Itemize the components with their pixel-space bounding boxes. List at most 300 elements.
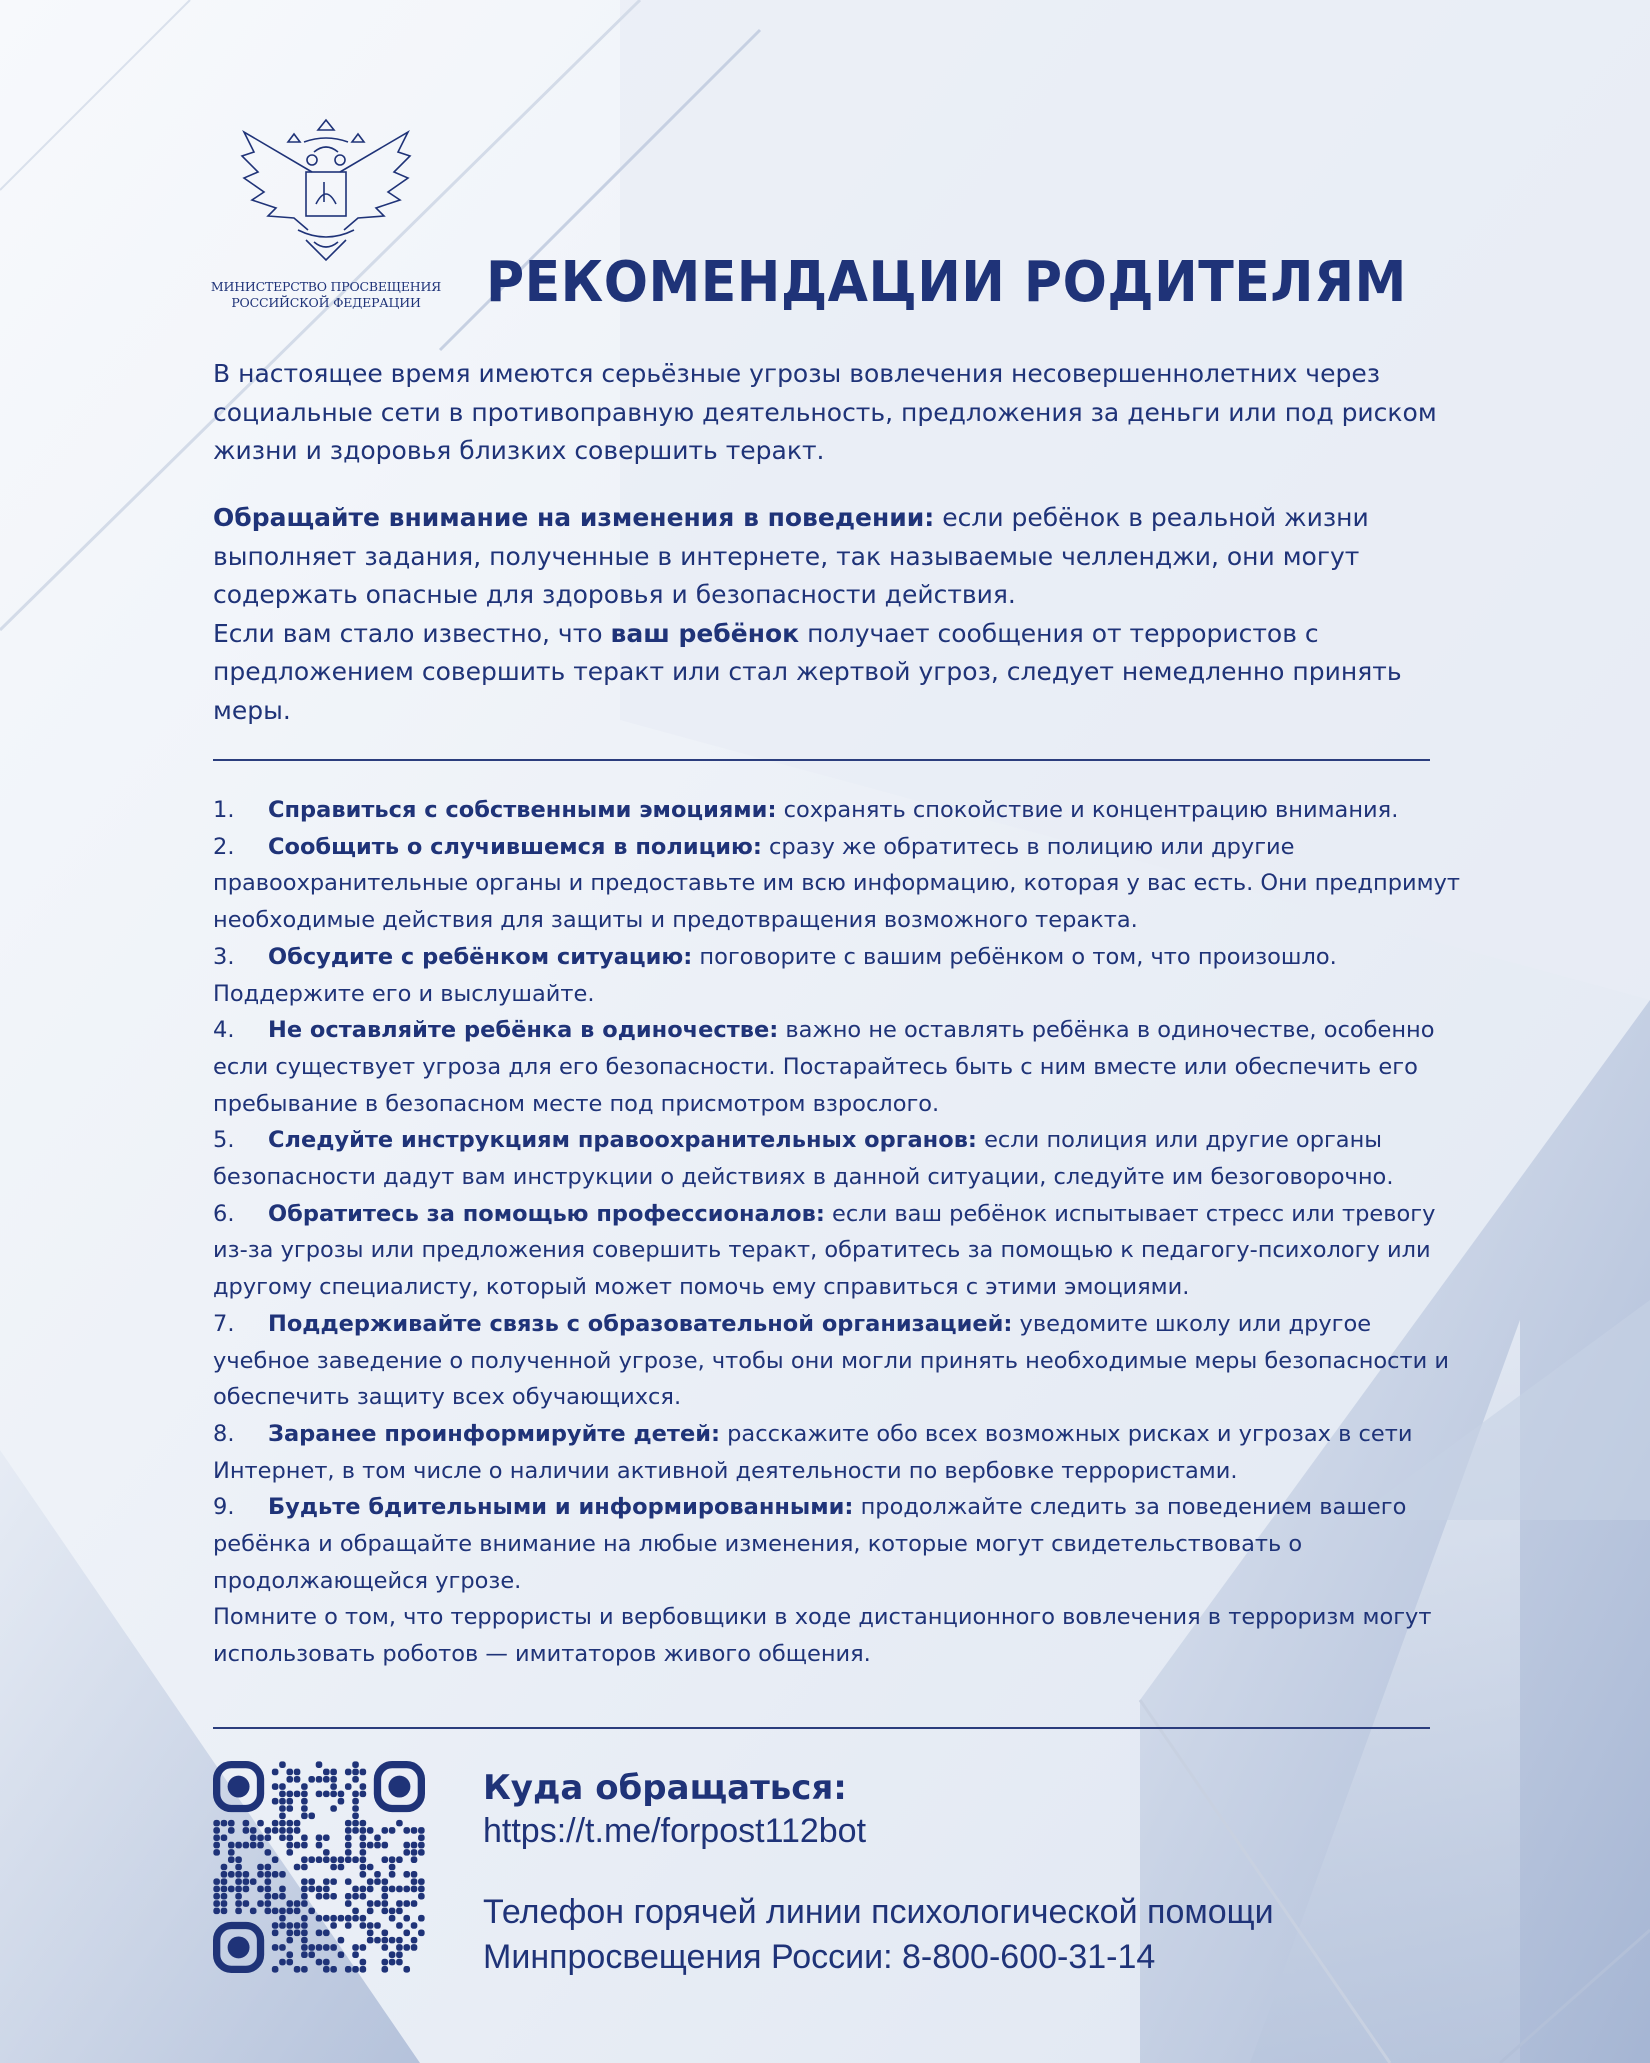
qr-module <box>243 1900 250 1907</box>
list-item <box>213 939 1473 1012</box>
qr-module <box>345 1966 352 1973</box>
qr-module <box>396 1900 403 1907</box>
qr-module <box>330 1856 337 1863</box>
qr-module <box>294 1769 301 1776</box>
qr-module <box>228 1886 235 1893</box>
qr-module <box>301 1834 308 1841</box>
qr-module <box>403 1827 410 1834</box>
qr-module <box>279 1798 286 1805</box>
qr-module <box>308 1886 315 1893</box>
qr-module <box>316 1776 323 1783</box>
qr-module <box>360 1820 367 1827</box>
qr-module <box>308 1878 315 1885</box>
qr-module <box>235 1900 242 1907</box>
qr-module <box>257 1871 264 1878</box>
item-number: 4. <box>213 1017 235 1044</box>
qr-module <box>382 1944 389 1951</box>
list-item <box>213 792 1473 829</box>
qr-module <box>323 1915 330 1922</box>
qr-module <box>345 1878 352 1885</box>
qr-module <box>279 1886 286 1893</box>
item-number: 8. <box>213 1420 235 1447</box>
qr-module <box>228 1776 250 1798</box>
qr-module <box>279 1834 286 1841</box>
qr-module <box>330 1769 337 1776</box>
qr-module <box>286 1820 293 1827</box>
item-text: сразу же обратитесь в полицию или другие правоохранительные органы и предоставьте им всю информацию, которая у вас есть. Они предпримут необходимые действия для защиты и предотвращения возможного теракта. <box>213 833 1461 934</box>
qr-module <box>360 1769 367 1776</box>
qr-module <box>374 1842 381 1849</box>
qr-module <box>367 1864 374 1871</box>
qr-module <box>360 1827 367 1834</box>
qr-module <box>352 1908 359 1915</box>
qr-module <box>396 1908 403 1915</box>
qr-module <box>301 1893 308 1900</box>
qr-module <box>323 1776 330 1783</box>
qr-module <box>279 1827 286 1834</box>
qr-module <box>316 1761 323 1768</box>
qr-module <box>250 1827 257 1834</box>
qr-module <box>301 1856 308 1863</box>
qr-module <box>228 1871 235 1878</box>
qr-module <box>308 1908 315 1915</box>
qr-module <box>221 1893 228 1900</box>
qr-module <box>294 1791 301 1798</box>
qr-module <box>301 1783 308 1790</box>
qr-module <box>352 1827 359 1834</box>
qr-module <box>316 1930 323 1937</box>
qr-module <box>338 1915 345 1922</box>
qr-module <box>316 1959 323 1966</box>
qr-module <box>308 1944 315 1951</box>
qr-module <box>279 1915 286 1922</box>
qr-module <box>323 1966 330 1973</box>
qr-module <box>382 1842 389 1849</box>
qr-module <box>360 1864 367 1871</box>
qr-module <box>330 1805 337 1812</box>
qr-module <box>272 1908 279 1915</box>
qr-module <box>301 1966 308 1973</box>
qr-module <box>286 1900 293 1907</box>
qr-module <box>286 1842 293 1849</box>
qr-module <box>360 1856 367 1863</box>
qr-module <box>228 1842 235 1849</box>
qr-module <box>382 1827 389 1834</box>
qr-module <box>235 1893 242 1900</box>
qr-module <box>301 1937 308 1944</box>
qr-module <box>221 1834 228 1841</box>
qr-module <box>235 1908 242 1915</box>
qr-module <box>221 1864 228 1871</box>
qr-module <box>213 1900 220 1907</box>
qr-module <box>301 1886 308 1893</box>
qr-module <box>243 1878 250 1885</box>
qr-module <box>352 1761 359 1768</box>
qr-module <box>345 1842 352 1849</box>
qr-module <box>338 1864 345 1871</box>
qr-module <box>411 1937 418 1944</box>
qr-module <box>294 1930 301 1937</box>
qr-module <box>330 1966 337 1973</box>
qr-module <box>330 1783 337 1790</box>
qr-module <box>265 1893 272 1900</box>
qr-module <box>389 1856 396 1863</box>
divider <box>213 1727 1430 1729</box>
qr-module <box>382 1959 389 1966</box>
qr-module <box>301 1951 308 1958</box>
qr-module <box>221 1908 228 1915</box>
qr-module <box>330 1776 337 1783</box>
qr-module <box>396 1820 403 1827</box>
qr-module <box>360 1849 367 1856</box>
qr-module <box>272 1798 279 1805</box>
qr-module <box>338 1798 345 1805</box>
hotline-info <box>483 1890 1274 1980</box>
qr-module <box>294 1908 301 1915</box>
ministry-line-2: РОССИЙСКОЙ ФЕДЕРАЦИИ <box>231 295 421 310</box>
qr-module <box>382 1878 389 1885</box>
qr-module <box>301 1944 308 1951</box>
qr-module <box>272 1922 279 1929</box>
qr-module <box>221 1886 228 1893</box>
qr-module <box>389 1937 396 1944</box>
qr-module <box>352 1798 359 1805</box>
qr-module <box>301 1805 308 1812</box>
qr-module <box>294 1827 301 1834</box>
qr-module <box>360 1783 367 1790</box>
qr-module <box>411 1849 418 1856</box>
qr-module <box>382 1900 389 1907</box>
qr-module <box>418 1886 425 1893</box>
qr-module <box>294 1776 301 1783</box>
qr-module <box>286 1930 293 1937</box>
qr-module <box>396 1959 403 1966</box>
qr-module <box>418 1915 425 1922</box>
qr-module <box>382 1893 389 1900</box>
attention-heading: Обращайте внимание на изменения в поведении: <box>213 503 935 532</box>
qr-module <box>352 1944 359 1951</box>
qr-module <box>213 1878 220 1885</box>
qr-module <box>250 1834 257 1841</box>
qr-module <box>235 1871 242 1878</box>
qr-module <box>301 1813 308 1820</box>
qr-module <box>360 1834 367 1841</box>
item-heading: Справиться с собственными эмоциями: <box>268 797 777 823</box>
qr-module <box>389 1827 396 1834</box>
qr-module <box>345 1900 352 1907</box>
qr-module <box>272 1820 279 1827</box>
item-number: 6. <box>213 1200 235 1227</box>
list-item <box>213 1122 1473 1195</box>
qr-module <box>257 1886 264 1893</box>
qr-module <box>345 1769 352 1776</box>
item-number: 2. <box>213 833 235 860</box>
qr-module <box>286 1769 293 1776</box>
qr-module <box>367 1827 374 1834</box>
qr-module <box>367 1922 374 1929</box>
qr-module <box>286 1922 293 1929</box>
qr-module <box>316 1944 323 1951</box>
qr-module <box>403 1900 410 1907</box>
qr-module <box>382 1886 389 1893</box>
qr-module <box>294 1900 301 1907</box>
item-heading: Обратитесь за помощью профессионалов: <box>268 1200 825 1227</box>
item-heading: Не оставляйте ребёнка в одиночестве: <box>268 1017 779 1044</box>
qr-module <box>403 1966 410 1973</box>
qr-module <box>411 1944 418 1951</box>
list-item <box>213 1416 1473 1489</box>
qr-module <box>265 1864 272 1871</box>
qr-module <box>345 1834 352 1841</box>
qr-module <box>272 1769 279 1776</box>
qr-module <box>374 1878 381 1885</box>
qr-module <box>221 1900 228 1907</box>
qr-module <box>301 1930 308 1937</box>
qr-module <box>345 1893 352 1900</box>
qr-module <box>279 1908 286 1915</box>
qr-module <box>338 1937 345 1944</box>
qr-module <box>316 1842 323 1849</box>
qr-module <box>418 1827 425 1834</box>
qr-module <box>338 1951 345 1958</box>
qr-module <box>389 1951 396 1958</box>
qr-module <box>316 1834 323 1841</box>
qr-module <box>360 1944 367 1951</box>
list-item <box>213 1196 1473 1306</box>
item-heading: Сообщить о случившемся в полицию: <box>268 833 762 860</box>
hotline-line-2[interactable]: Минпросвещения России: 8-800-600-31-14 <box>483 1938 1156 1976</box>
qr-module <box>213 1820 220 1827</box>
item-heading: Заранее проинформируйте детей: <box>268 1420 720 1447</box>
qr-module <box>411 1827 418 1834</box>
closing-note: Помните о том, что террористы и вербовщики в ходе дистанционного вовлечения в терроризм могут использовать роботов — имитаторов живого общения. <box>213 1604 1432 1668</box>
qr-module <box>345 1827 352 1834</box>
qr-module <box>389 1908 396 1915</box>
qr-module <box>265 1834 272 1841</box>
qr-module <box>294 1842 301 1849</box>
qr-module <box>316 1915 323 1922</box>
threat-text-bold: ваш ребёнок <box>610 618 800 648</box>
qr-module <box>403 1944 410 1951</box>
hotline-line-1: Телефон горячей линии психологической помощи <box>483 1893 1274 1931</box>
qr-module <box>411 1871 418 1878</box>
qr-module <box>286 1827 293 1834</box>
qr-module <box>308 1776 315 1783</box>
attention-paragraph <box>213 499 1453 730</box>
qr-module <box>228 1827 235 1834</box>
qr-module <box>352 1805 359 1812</box>
qr-module <box>243 1842 250 1849</box>
qr-module <box>308 1813 315 1820</box>
qr-module <box>360 1959 367 1966</box>
qr-module <box>330 1893 337 1900</box>
qr-module <box>286 1805 293 1812</box>
qr-module <box>382 1966 389 1973</box>
qr-module <box>301 1915 308 1922</box>
qr-module <box>243 1886 250 1893</box>
qr-module <box>265 1900 272 1907</box>
qr-module <box>411 1842 418 1849</box>
qr-module <box>301 1878 308 1885</box>
qr-module <box>228 1936 250 1958</box>
qr-module <box>243 1871 250 1878</box>
qr-module <box>279 1813 286 1820</box>
qr-code-icon[interactable] <box>213 1760 425 1974</box>
qr-module <box>257 1820 264 1827</box>
qr-module <box>323 1849 330 1856</box>
qr-module <box>389 1886 396 1893</box>
qr-module <box>360 1922 367 1929</box>
item-heading: Поддерживайте связь с образовательной организацией: <box>268 1310 1013 1337</box>
item-heading: Обсудите с ребёнком ситуацию: <box>268 943 693 970</box>
qr-module <box>352 1966 359 1973</box>
qr-module <box>352 1951 359 1958</box>
qr-module <box>286 1834 293 1841</box>
qr-module <box>389 1871 396 1878</box>
qr-module <box>294 1864 301 1871</box>
qr-module <box>301 1900 308 1907</box>
item-text: сохранять спокойствие и концентрацию внимания. <box>776 797 1399 823</box>
item-number: 9. <box>213 1494 235 1521</box>
list-item <box>213 1012 1473 1122</box>
qr-module <box>279 1791 286 1798</box>
item-text: если ваш ребёнок испытывает стресс или тревогу из-за угрозы или предложения совершить теракт, обратитесь за помощью к педагогу-психологу или другому специалисту, который может помочь ему справиться с этими эмоциями. <box>213 1200 1436 1301</box>
qr-module <box>279 1783 286 1790</box>
qr-module <box>403 1930 410 1937</box>
qr-module <box>228 1849 235 1856</box>
qr-module <box>213 1834 220 1841</box>
qr-module <box>338 1856 345 1863</box>
qr-module <box>323 1791 330 1798</box>
item-number: 1. <box>213 797 235 823</box>
qr-module <box>213 1849 220 1856</box>
attention-text: если ребёнок в реальной жизни выполняет задания, полученные в интернете, так называемые челленджи, они могут содержать опасные для здоровья и безопасности действия. <box>213 503 1369 609</box>
qr-module <box>411 1878 418 1885</box>
qr-module <box>235 1856 242 1863</box>
qr-module <box>418 1834 425 1841</box>
qr-module <box>360 1893 367 1900</box>
contact-heading: Куда обращаться: <box>483 1768 847 1808</box>
qr-module <box>257 1900 264 1907</box>
qr-module <box>352 1856 359 1863</box>
qr-module <box>389 1915 396 1922</box>
qr-module <box>228 1856 235 1863</box>
list-item <box>213 1306 1473 1416</box>
qr-module <box>418 1842 425 1849</box>
qr-module <box>257 1842 264 1849</box>
qr-module <box>279 1959 286 1966</box>
qr-module <box>352 1893 359 1900</box>
qr-module <box>396 1944 403 1951</box>
qr-module <box>396 1886 403 1893</box>
qr-module <box>286 1908 293 1915</box>
qr-module <box>294 1922 301 1929</box>
qr-module <box>367 1908 374 1915</box>
qr-module <box>360 1791 367 1798</box>
qr-module <box>316 1856 323 1863</box>
qr-module <box>360 1871 367 1878</box>
qr-module <box>411 1886 418 1893</box>
qr-module <box>418 1930 425 1937</box>
threat-text-end: получает сообщения от террористов с предложением совершить теракт или стал жертвой угроз, следует немедленно принять меры. <box>213 618 1402 725</box>
qr-module <box>330 1922 337 1929</box>
qr-module <box>228 1820 235 1827</box>
qr-module <box>308 1951 315 1958</box>
qr-module <box>374 1834 381 1841</box>
qr-module <box>374 1922 381 1929</box>
qr-module <box>301 1798 308 1805</box>
qr-module <box>250 1878 257 1885</box>
intro-paragraph: В настоящее время имеются серьёзные угрозы вовлечения несовершеннолетних через социальные сети в противоправную деятельность, предложения за деньги или под риском жизни и здоровья близких совершить теракт. <box>213 359 1437 465</box>
qr-module <box>235 1878 242 1885</box>
qr-module <box>367 1900 374 1907</box>
qr-module <box>330 1915 337 1922</box>
qr-module <box>374 1937 381 1944</box>
bot-link[interactable]: https://t.me/forpost112bot <box>483 1812 867 1850</box>
qr-module <box>272 1783 279 1790</box>
qr-module <box>330 1864 337 1871</box>
qr-module <box>345 1849 352 1856</box>
qr-module <box>345 1783 352 1790</box>
qr-module <box>360 1966 367 1973</box>
qr-module <box>367 1878 374 1885</box>
qr-module <box>367 1842 374 1849</box>
item-number: 7. <box>213 1310 235 1337</box>
qr-module <box>411 1922 418 1929</box>
qr-module <box>235 1842 242 1849</box>
qr-module <box>279 1893 286 1900</box>
qr-module <box>265 1886 272 1893</box>
qr-module <box>213 1908 220 1915</box>
qr-module <box>418 1849 425 1856</box>
qr-module <box>301 1842 308 1849</box>
qr-module <box>272 1966 279 1973</box>
qr-module <box>279 1922 286 1929</box>
item-heading: Будьте бдительными и информированными: <box>268 1494 854 1521</box>
qr-module <box>323 1769 330 1776</box>
qr-module <box>265 1878 272 1885</box>
qr-module <box>382 1937 389 1944</box>
qr-module <box>396 1951 403 1958</box>
qr-module <box>374 1871 381 1878</box>
qr-module <box>323 1878 330 1885</box>
threat-text-start: Если вам стало известно, что <box>213 618 611 648</box>
qr-module <box>272 1944 279 1951</box>
qr-module <box>272 1871 279 1878</box>
qr-module <box>235 1864 242 1871</box>
qr-module <box>279 1761 286 1768</box>
qr-module <box>323 1944 330 1951</box>
qr-module <box>213 1842 220 1849</box>
qr-module <box>374 1900 381 1907</box>
steps-list <box>213 792 1473 1673</box>
item-text: поговорите с вашим ребёнком о том, что произошло. Поддержите его и выслушайте. <box>213 943 1337 1007</box>
qr-module <box>389 1959 396 1966</box>
qr-module <box>250 1842 257 1849</box>
ministry-name <box>206 279 446 311</box>
qr-module <box>323 1856 330 1863</box>
item-text: расскажите обо всех возможных рисках и угрозах в сети Интернет, в том числе о наличии активной деятельности по вербовке террористами. <box>213 1420 1413 1484</box>
qr-module <box>345 1856 352 1863</box>
ministry-line-1: МИНИСТЕРСТВО ПРОСВЕЩЕНИЯ <box>210 279 442 294</box>
qr-module <box>272 1930 279 1937</box>
qr-module <box>352 1776 359 1783</box>
divider <box>213 759 1430 761</box>
qr-module <box>403 1886 410 1893</box>
list-item <box>213 1489 1473 1599</box>
qr-module <box>352 1813 359 1820</box>
qr-module <box>367 1930 374 1937</box>
